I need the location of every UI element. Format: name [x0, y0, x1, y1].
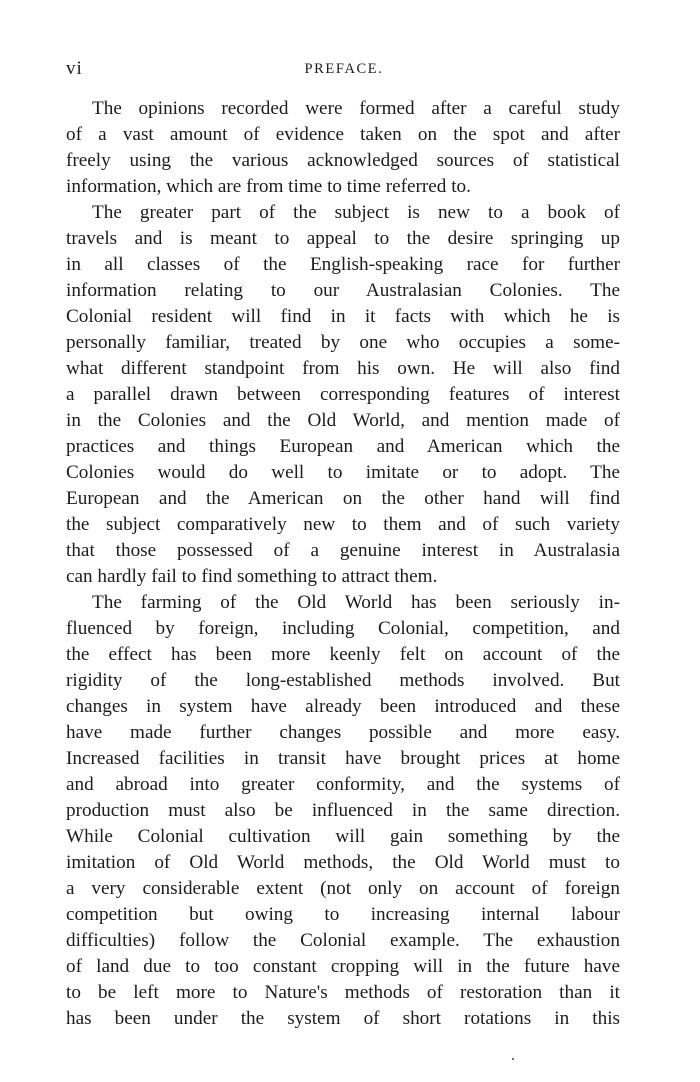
text-line: a parallel drawn between corresponding features of interest [66, 384, 620, 405]
text-line: freely using the various acknowledged sources of statistical [66, 150, 620, 171]
running-head: PREFACE. [304, 61, 384, 77]
text-line: The opinions recorded were formed after a careful study [92, 98, 620, 119]
text-line: changes in system have already been introduced and these [66, 696, 620, 717]
text-line: has been under the system of short rotations in this [66, 1008, 620, 1029]
text-line: have made further changes possible and more easy. [66, 722, 620, 743]
text-line: of land due to too constant cropping will in the future have [66, 956, 620, 977]
text-line: the effect has been more keenly felt on account of the [66, 644, 620, 665]
page-header [66, 58, 622, 84]
text-line: fluenced by foreign, including Colonial, competition, and [66, 618, 620, 639]
text-line: production must also be influenced in the same direction. [66, 800, 620, 821]
text-line: Colonial resident will find in it facts with which he is [66, 306, 620, 327]
text-line: rigidity of the long-established methods involved. But [66, 670, 620, 691]
text-line: practices and things European and American which the [66, 436, 620, 457]
text-line: in the Colonies and the Old World, and mention made of [66, 410, 620, 431]
text-line: Colonies would do well to imitate or to adopt. The [66, 462, 620, 483]
print-speck [512, 1058, 514, 1060]
page-body [66, 96, 620, 1032]
text-line: difficulties) follow the Colonial example. The exhaustion [66, 930, 620, 951]
paragraph-2 [66, 200, 620, 590]
text-line: personally familiar, treated by one who occupies a some- [66, 332, 620, 353]
text-line: to be left more to Nature's methods of restoration than it [66, 982, 620, 1003]
text-line: can hardly fail to find something to attract them. [66, 566, 438, 587]
text-line: what different standpoint from his own. He will also find [66, 358, 620, 379]
text-line: competition but owing to increasing internal labour [66, 904, 620, 925]
paragraph-1 [66, 96, 620, 200]
page-number: vi [66, 58, 83, 79]
text-line: travels and is meant to appeal to the desire springing up [66, 228, 620, 249]
text-line: information, which are from time to time referred to. [66, 176, 471, 197]
text-line: a very considerable extent (not only on account of foreign [66, 878, 620, 899]
text-line: The farming of the Old World has been seriously in- [92, 592, 620, 613]
text-line: information relating to our Australasian Colonies. The [66, 280, 620, 301]
text-line: and abroad into greater conformity, and the systems of [66, 774, 620, 795]
text-line: imitation of Old World methods, the Old World must to [66, 852, 620, 873]
text-line: The greater part of the subject is new to a book of [92, 202, 620, 223]
text-line: that those possessed of a genuine interest in Australasia [66, 540, 620, 561]
text-line: While Colonial cultivation will gain something by the [66, 826, 620, 847]
text-line: of a vast amount of evidence taken on the spot and after [66, 124, 620, 145]
text-line: in all classes of the English-speaking race for further [66, 254, 620, 275]
paragraph-3 [66, 590, 620, 1032]
text-line: European and the American on the other hand will find [66, 488, 620, 509]
text-line: the subject comparatively new to them and of such variety [66, 514, 620, 535]
text-line: Increased facilities in transit have brought prices at home [66, 748, 620, 769]
